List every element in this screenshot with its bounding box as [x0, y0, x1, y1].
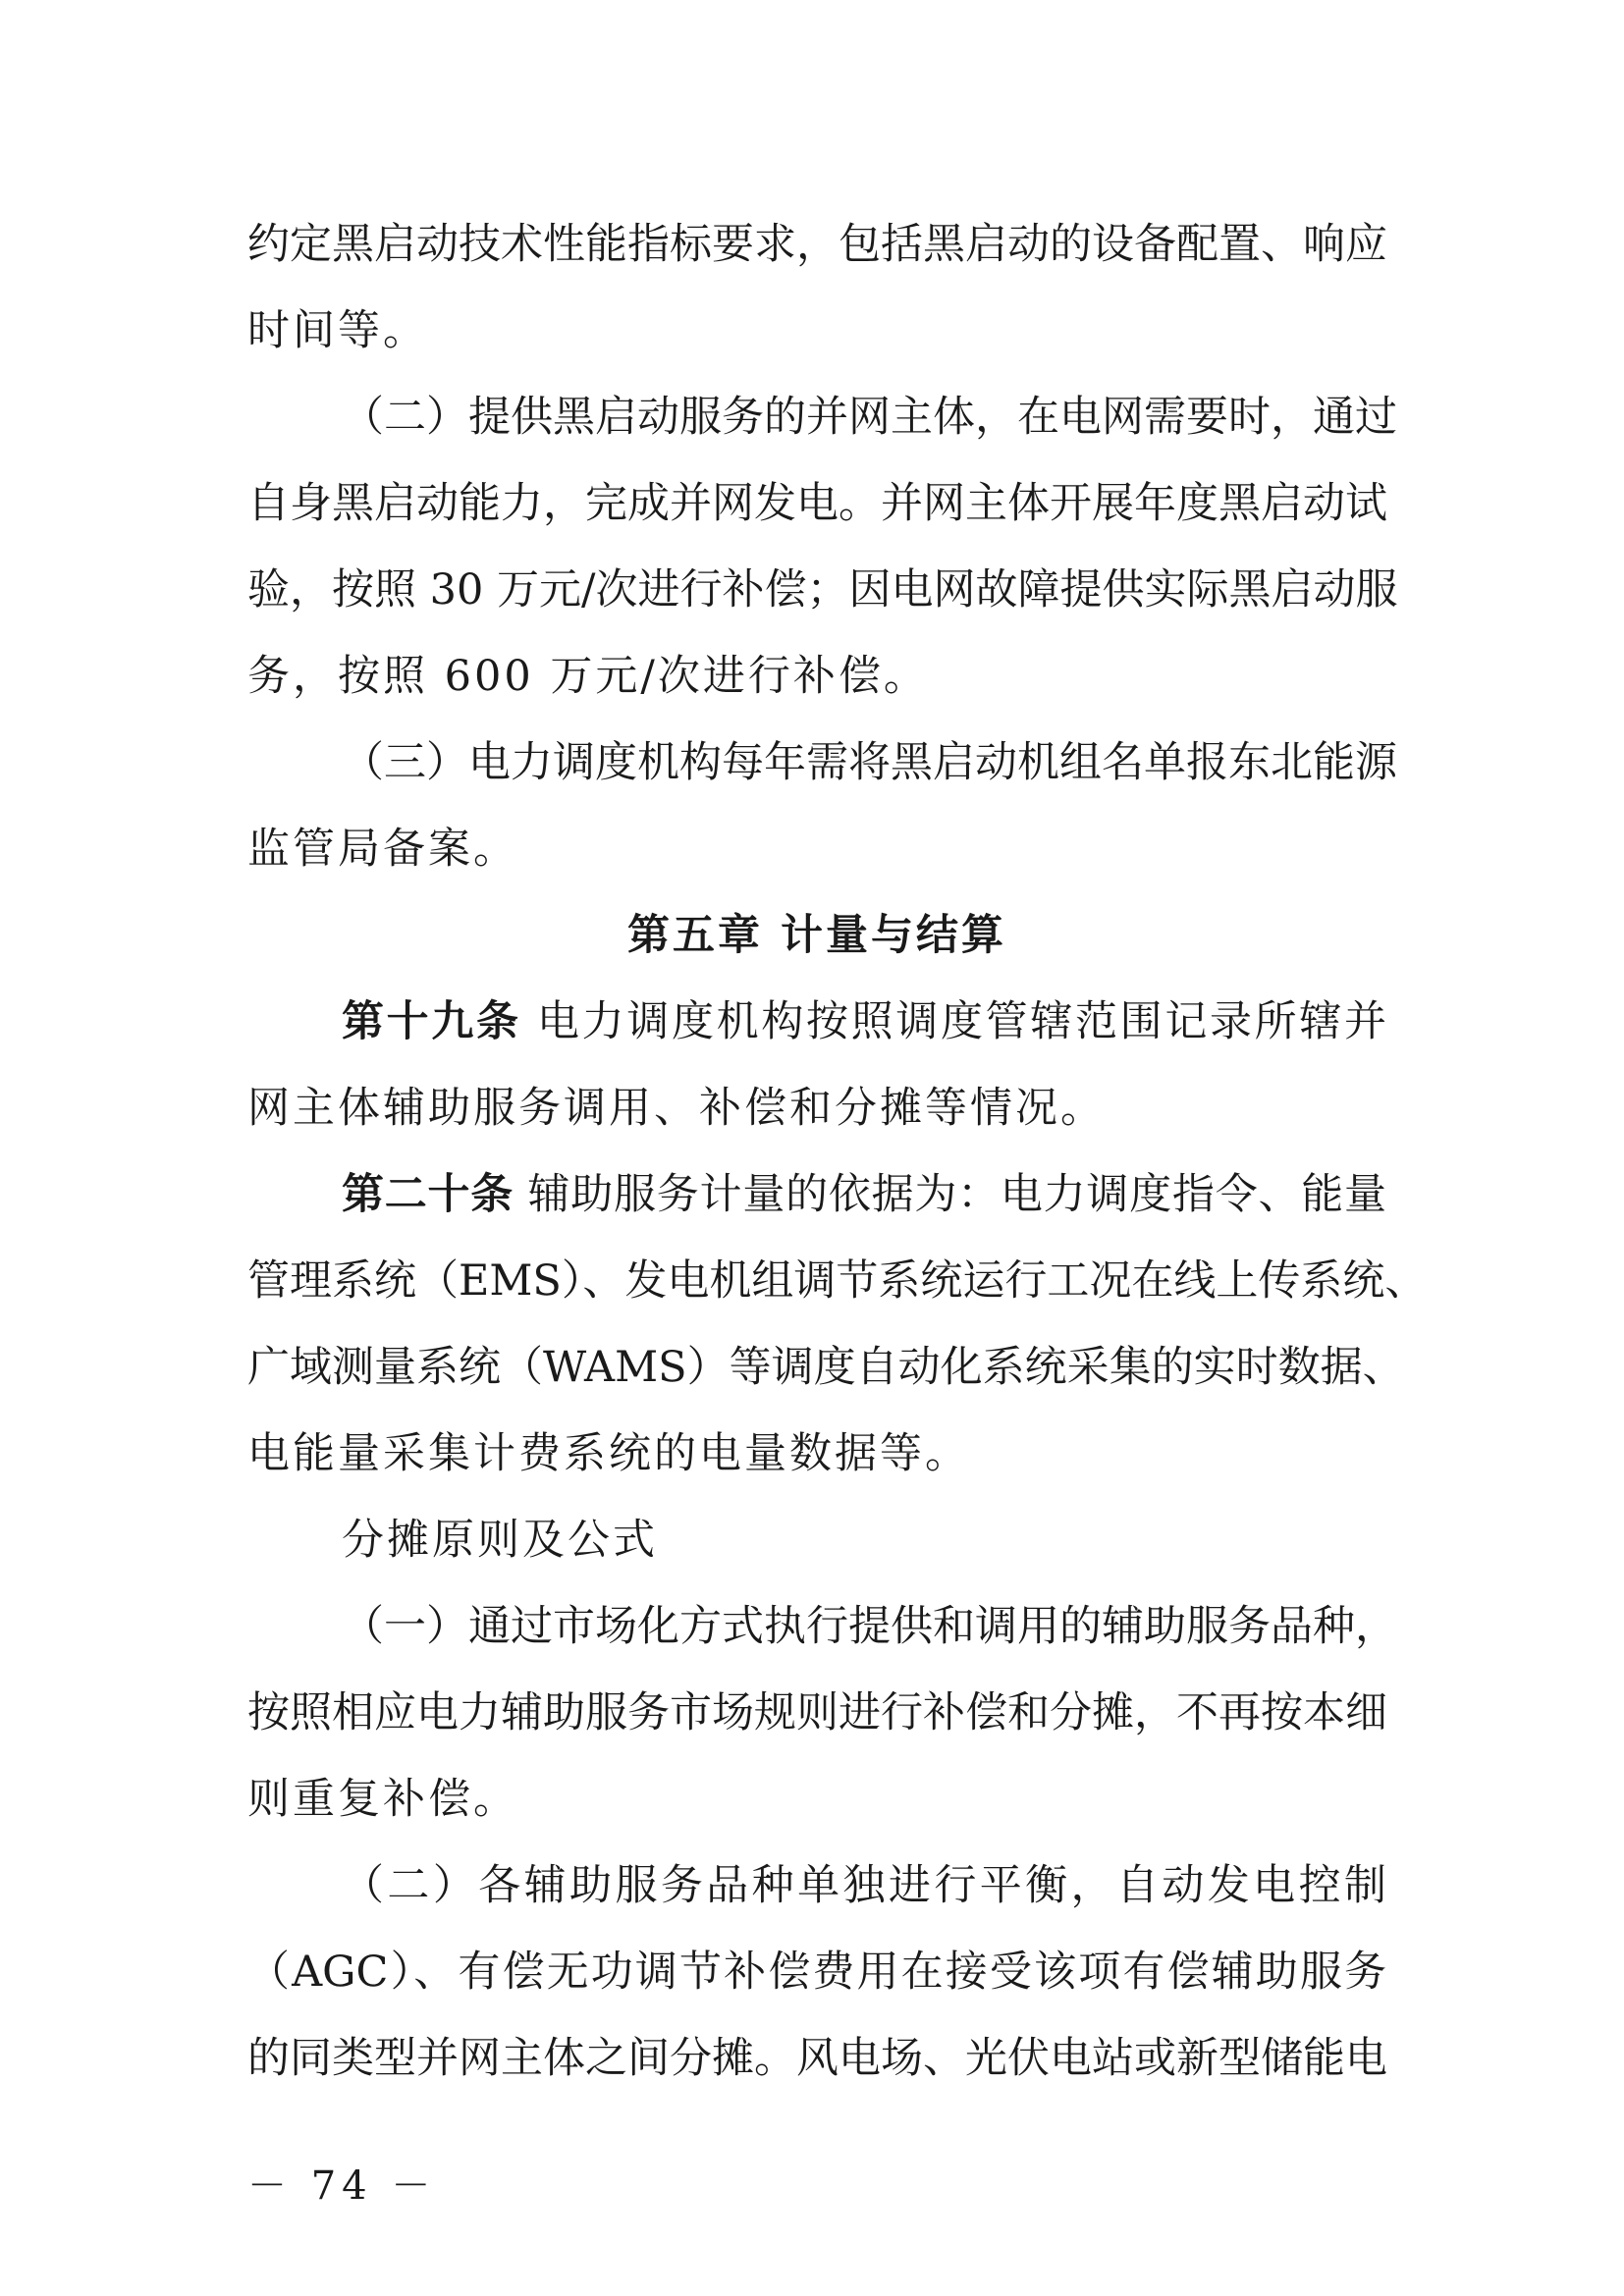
text-line: （AGC）、有偿无功调节补偿费用在接受该项有偿辅助服务 [247, 1948, 1386, 1997]
text-line: 网主体辅助服务调用、补偿和分摊等情况。 [247, 1084, 1106, 1133]
subheading: 分摊原则及公式 [342, 1516, 658, 1565]
text-line: 监管局备案。 [247, 825, 518, 874]
page-number: － 74 － [247, 2163, 437, 2209]
text-line: 则重复补偿。 [247, 1775, 518, 1824]
text-line: 时间等。 [247, 306, 428, 355]
article-20-label: 第二十条 [342, 1170, 514, 1219]
text-line: 广域测量系统（WAMS）等调度自动化系统采集的实时数据、 [247, 1343, 1405, 1392]
article-20-line [247, 1151, 1386, 1238]
text-line: 电能量采集计费系统的电量数据等。 [247, 1429, 970, 1478]
chapter-heading: 第五章 计量与结算 [627, 911, 1006, 960]
text-line: 验，按照 30 万元/次进行补偿；因电网故障提供实际黑启动服 [247, 565, 1398, 614]
text-line: 按照相应电力辅助服务市场规则进行补偿和分摊，不再按本细 [247, 1688, 1387, 1737]
article-19-label: 第十九条 [342, 997, 521, 1046]
article-20-text: 辅助服务计量的依据为：电力调度指令、能量 [514, 1170, 1387, 1219]
article-19-text: 电力调度机构按照调度管辖范围记录所辖并 [520, 997, 1387, 1046]
text-line: 管理系统（EMS）、发电机组调节系统运行工况在线上传系统、 [247, 1256, 1428, 1306]
text-line: （一）通过市场化方式执行提供和调用的辅助服务品种， [342, 1602, 1397, 1651]
article-19-line [247, 979, 1386, 1065]
text-line: 自身黑启动能力，完成并网发电。并网主体开展年度黑启动试 [247, 479, 1387, 528]
text-line: （二）各辅助服务品种单独进行平衡，自动发电控制 [342, 1861, 1386, 1910]
text-line: 约定黑启动技术性能指标要求，包括黑启动的设备配置、响应 [247, 220, 1387, 269]
text-line: 的同类型并网主体之间分摊。风电场、光伏电站或新型储能电 [247, 2034, 1387, 2083]
text-line: （二）提供黑启动服务的并网主体，在电网需要时，通过 [342, 393, 1397, 442]
text-line: 务，按照 600 万元/次进行补偿。 [247, 652, 929, 701]
text-line: （三）电力调度机构每年需将黑启动机组名单报东北能源 [342, 738, 1397, 787]
document-body [247, 201, 1428, 2102]
